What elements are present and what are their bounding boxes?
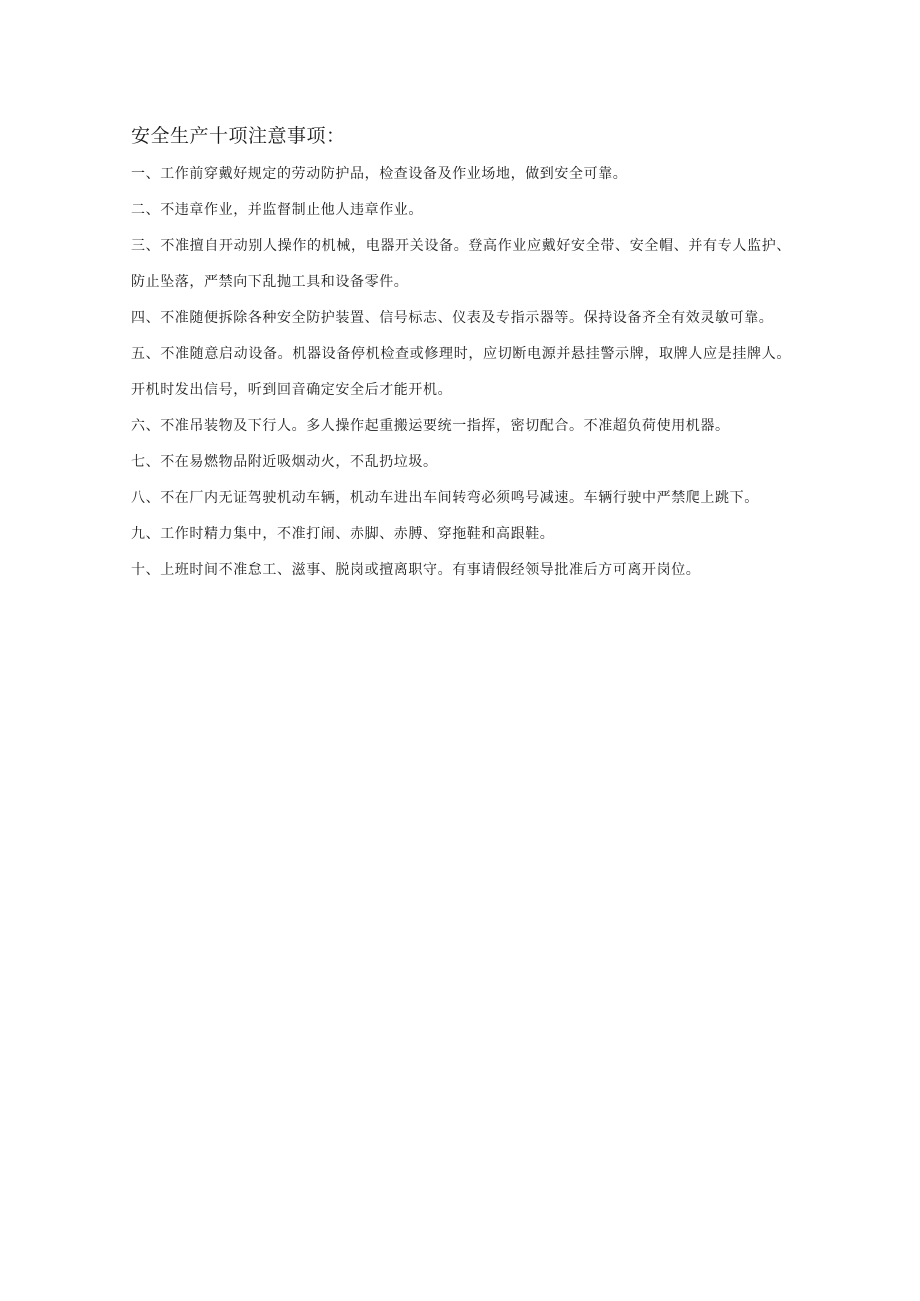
rules-list bbox=[131, 156, 791, 588]
rule-9: 九、工作时精力集中，不准打闹、赤脚、赤膊、穿拖鞋和高跟鞋。 bbox=[131, 526, 555, 542]
rule-6: 六、不准吊装物及下行人。多人操作起重搬运要统一指挥，密切配合。不准超负荷使用机器。 bbox=[131, 418, 730, 434]
rule-5: 五、不准随意启动设备。机器设备停机检查或修理时，应切断电源并悬挂警示牌，取牌人应是挂牌人。开机时发出信号，听到回音确定安全后才能开机。 bbox=[131, 346, 791, 398]
rule-8: 八、不在厂内无证驾驶机动车辆，机动车进出车间转弯必须鸣号减速。车辆行驶中严禁爬上跳下。 bbox=[131, 490, 759, 506]
document-title: 安全生产十项注意事项： bbox=[131, 125, 346, 147]
document-page bbox=[131, 118, 791, 588]
rule-4: 四、不准随便拆除各种安全防护装置、信号标志、仪表及专指示器等。保持设备齐全有效灵敏可靠。 bbox=[131, 310, 774, 326]
rule-10: 十、上班时间不准怠工、滋事、脱岗或擅离职守。有事请假经领导批准后方可离开岗位。 bbox=[131, 562, 701, 578]
rule-2: 二、不违章作业，并监督制止他人违章作业。 bbox=[131, 202, 423, 218]
rule-7: 七、不在易燃物品附近吸烟动火，不乱扔垃圾。 bbox=[131, 454, 438, 470]
rule-1: 一、工作前穿戴好规定的劳动防护品，检查设备及作业场地，做到安全可靠。 bbox=[131, 166, 628, 182]
rule-3: 三、不准擅自开动别人操作的机械，电器开关设备。登高作业应戴好安全带、安全帽、并有专人监护、防止坠落，严禁向下乱抛工具和设备零件。 bbox=[131, 238, 791, 290]
